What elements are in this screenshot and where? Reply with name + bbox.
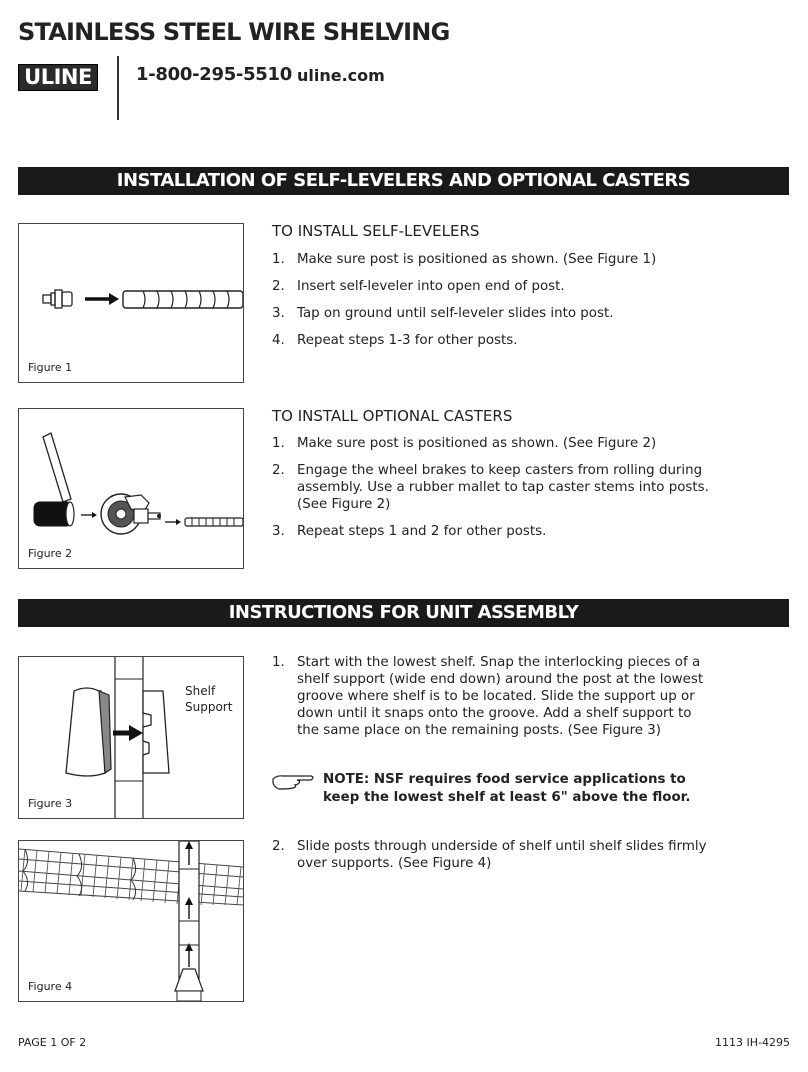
section-heading-levelers: INSTALLATION OF SELF-LEVELERS AND OPTIONAL CASTERS	[18, 167, 789, 195]
nsf-note: NOTE: NSF requires food service applications to keep the lowest shelf at least 6" above the floor.	[323, 772, 691, 805]
list-item: 3. Tap on ground until self-leveler slides into post.	[272, 306, 614, 321]
pointing-hand-icon	[271, 771, 317, 791]
list-item: 4. Repeat steps 1-3 for other posts.	[272, 333, 518, 348]
figure-3	[18, 656, 244, 819]
assembly-step-1	[272, 654, 712, 749]
figure-2-illustration	[19, 409, 243, 568]
figure-1-caption: Figure 1	[28, 361, 73, 374]
figure-4-illustration	[19, 841, 243, 1001]
self-levelers-steps	[272, 251, 712, 359]
document-title: STAINLESS STEEL WIRE SHELVING	[18, 18, 450, 46]
page-number: PAGE 1 OF 2	[18, 1036, 87, 1049]
website: uline.com	[297, 66, 385, 85]
uline-logo: ULINE	[18, 64, 98, 91]
section-heading-assembly: INSTRUCTIONS FOR UNIT ASSEMBLY	[18, 599, 789, 627]
casters-steps	[272, 435, 712, 550]
list-item: 1. Start with the lowest shelf. Snap the interlocking pieces of a shelf support (wide end down) around the post at the lowest groove where shelf is to be located. Slide the support up or down until it snaps onto the groove. Add a shelf support to the same place on the remaining posts. (See Figure 3)	[272, 655, 704, 738]
assembly-step-2	[272, 838, 712, 882]
figure-3-caption: Figure 3	[28, 797, 73, 810]
header-divider	[117, 56, 119, 120]
figure-2	[18, 408, 244, 569]
self-levelers-title: TO INSTALL SELF-LEVELERS	[272, 222, 480, 240]
document-code: 1113 IH-4295	[715, 1036, 790, 1049]
list-item: 2. Insert self-leveler into open end of post.	[272, 279, 565, 294]
list-item: 1. Make sure post is positioned as shown. (See Figure 1)	[272, 252, 657, 267]
shelf-support-label: Shelf Support	[185, 684, 233, 714]
figure-3-illustration	[19, 657, 243, 818]
figure-1	[18, 223, 244, 383]
list-item: 2. Slide posts through underside of shelf until shelf slides firmly over supports. (See Figure 4)	[272, 839, 707, 871]
phone-number: 1-800-295-5510	[136, 64, 292, 85]
figure-4-caption: Figure 4	[28, 980, 73, 993]
figure-4	[18, 840, 244, 1002]
list-item: 2. Engage the wheel brakes to keep casters from rolling during assembly. Use a rubber mallet to tap caster stems into posts. (See Figure 2)	[272, 463, 709, 512]
casters-title: TO INSTALL OPTIONAL CASTERS	[272, 407, 513, 425]
figure-1-illustration	[19, 224, 243, 382]
list-item: 3. Repeat steps 1 and 2 for other posts.	[272, 524, 547, 539]
list-item: 1. Make sure post is positioned as shown. (See Figure 2)	[272, 436, 657, 451]
figure-2-caption: Figure 2	[28, 547, 73, 560]
